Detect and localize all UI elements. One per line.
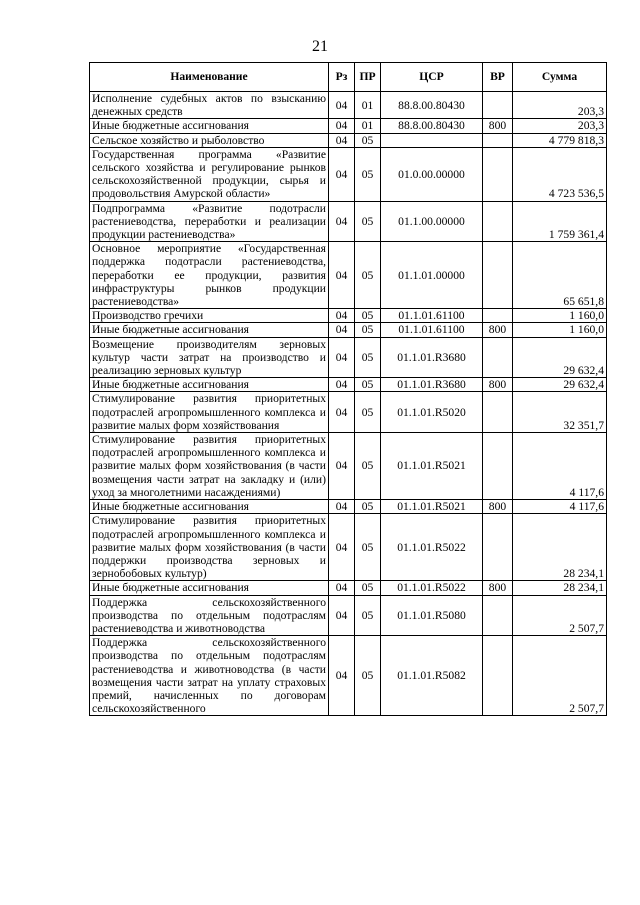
cell-sum: 4 723 536,5 bbox=[513, 147, 607, 201]
table-row bbox=[90, 242, 607, 309]
cell-sum: 4 117,6 bbox=[513, 500, 607, 514]
cell-rz: 04 bbox=[329, 92, 355, 119]
cell-pr: 05 bbox=[355, 309, 381, 323]
cell-rz: 04 bbox=[329, 323, 355, 337]
cell-rz: 04 bbox=[329, 119, 355, 133]
cell-vr bbox=[483, 92, 513, 119]
cell-pr: 05 bbox=[355, 133, 381, 147]
cell-name: Поддержка сельскохозяйственного производства по отдельным подотраслям растениеводства и животноводства (в части возмещения части затрат на уплату страховых премий, начисленных по договорам сельскохозяйственного bbox=[90, 636, 329, 716]
cell-csr: 01.1.01.61100 bbox=[381, 323, 483, 337]
table-row bbox=[90, 201, 607, 242]
cell-pr: 05 bbox=[355, 595, 381, 636]
cell-vr bbox=[483, 636, 513, 716]
cell-csr: 01.1.01.R5021 bbox=[381, 433, 483, 500]
cell-pr: 01 bbox=[355, 92, 381, 119]
cell-pr: 05 bbox=[355, 201, 381, 242]
header-name: Наименование bbox=[90, 63, 329, 92]
table-row bbox=[90, 433, 607, 500]
table-body bbox=[90, 92, 607, 716]
cell-pr: 05 bbox=[355, 514, 381, 581]
cell-csr: 01.1.01.R5080 bbox=[381, 595, 483, 636]
cell-name: Стимулирование развития приоритетных подотраслей агропромышленного комплекса и развитие малых форм хозяйствования bbox=[90, 392, 329, 433]
cell-sum: 65 651,8 bbox=[513, 242, 607, 309]
cell-name: Исполнение судебных актов по взысканию денежных средств bbox=[90, 92, 329, 119]
cell-rz: 04 bbox=[329, 392, 355, 433]
cell-csr: 01.1.01.R5020 bbox=[381, 392, 483, 433]
cell-pr: 05 bbox=[355, 636, 381, 716]
table-row bbox=[90, 514, 607, 581]
cell-vr bbox=[483, 242, 513, 309]
cell-csr: 01.1.01.R3680 bbox=[381, 337, 483, 378]
cell-sum: 29 632,4 bbox=[513, 337, 607, 378]
cell-csr: 01.1.01.R5021 bbox=[381, 500, 483, 514]
budget-table bbox=[89, 62, 607, 716]
cell-pr: 05 bbox=[355, 378, 381, 392]
cell-sum: 29 632,4 bbox=[513, 378, 607, 392]
cell-sum: 4 117,6 bbox=[513, 433, 607, 500]
cell-vr bbox=[483, 309, 513, 323]
table-row bbox=[90, 581, 607, 595]
cell-pr: 05 bbox=[355, 323, 381, 337]
table-row bbox=[90, 378, 607, 392]
cell-name: Основное мероприятие «Государственная поддержка подотрасли растениеводства, переработки ее продукции, развития инфраструктуры рынков продукции растениеводства» bbox=[90, 242, 329, 309]
page-number: 21 bbox=[312, 38, 328, 55]
cell-sum: 32 351,7 bbox=[513, 392, 607, 433]
cell-rz: 04 bbox=[329, 378, 355, 392]
cell-vr: 800 bbox=[483, 119, 513, 133]
cell-name: Иные бюджетные ассигнования bbox=[90, 500, 329, 514]
cell-csr: 88.8.00.80430 bbox=[381, 119, 483, 133]
cell-csr: 01.1.01.R5082 bbox=[381, 636, 483, 716]
cell-csr: 01.1.01.61100 bbox=[381, 309, 483, 323]
table-row bbox=[90, 133, 607, 147]
cell-rz: 04 bbox=[329, 636, 355, 716]
cell-sum: 203,3 bbox=[513, 119, 607, 133]
cell-name: Иные бюджетные ассигнования bbox=[90, 323, 329, 337]
cell-csr: 01.1.00.00000 bbox=[381, 201, 483, 242]
cell-rz: 04 bbox=[329, 514, 355, 581]
cell-rz: 04 bbox=[329, 433, 355, 500]
cell-vr: 800 bbox=[483, 323, 513, 337]
table-row bbox=[90, 92, 607, 119]
cell-vr bbox=[483, 595, 513, 636]
cell-vr bbox=[483, 201, 513, 242]
cell-rz: 04 bbox=[329, 201, 355, 242]
cell-vr bbox=[483, 514, 513, 581]
cell-vr: 800 bbox=[483, 378, 513, 392]
cell-csr: 01.1.01.R5022 bbox=[381, 581, 483, 595]
cell-csr: 01.1.01.R5022 bbox=[381, 514, 483, 581]
cell-pr: 05 bbox=[355, 581, 381, 595]
cell-vr: 800 bbox=[483, 581, 513, 595]
cell-sum: 28 234,1 bbox=[513, 514, 607, 581]
cell-rz: 04 bbox=[329, 242, 355, 309]
table-row bbox=[90, 500, 607, 514]
cell-sum: 1 160,0 bbox=[513, 323, 607, 337]
cell-name: Иные бюджетные ассигнования bbox=[90, 581, 329, 595]
cell-name: Подпрограмма «Развитие подотрасли растениеводства, переработки и реализации продукции растениеводства» bbox=[90, 201, 329, 242]
cell-name: Стимулирование развития приоритетных подотраслей агропромышленного комплекса и развитие малых форм хозяйствования (в части возмещения части затрат на закладку и (или) уход за многолетними насаждениями) bbox=[90, 433, 329, 500]
table-row bbox=[90, 119, 607, 133]
cell-sum: 2 507,7 bbox=[513, 595, 607, 636]
cell-rz: 04 bbox=[329, 337, 355, 378]
cell-name: Возмещение производителям зерновых культур части затрат на производство и реализацию зерновых культур bbox=[90, 337, 329, 378]
cell-pr: 05 bbox=[355, 392, 381, 433]
header-sum: Сумма bbox=[513, 63, 607, 92]
cell-sum: 2 507,7 bbox=[513, 636, 607, 716]
header-vr: ВР bbox=[483, 63, 513, 92]
cell-sum: 203,3 bbox=[513, 92, 607, 119]
cell-name: Производство гречихи bbox=[90, 309, 329, 323]
cell-csr: 01.1.01.00000 bbox=[381, 242, 483, 309]
header-csr: ЦСР bbox=[381, 63, 483, 92]
cell-pr: 05 bbox=[355, 500, 381, 514]
cell-csr: 01.1.01.R3680 bbox=[381, 378, 483, 392]
table-row bbox=[90, 323, 607, 337]
cell-name: Поддержка сельскохозяйственного производства по отдельным подотраслям растениеводства и животноводства bbox=[90, 595, 329, 636]
table-row bbox=[90, 337, 607, 378]
cell-pr: 05 bbox=[355, 433, 381, 500]
cell-vr bbox=[483, 147, 513, 201]
cell-pr: 05 bbox=[355, 147, 381, 201]
cell-sum: 1 160,0 bbox=[513, 309, 607, 323]
header-rz: Рз bbox=[329, 63, 355, 92]
cell-name: Стимулирование развития приоритетных подотраслей агропромышленного комплекса и развитие малых форм хозяйствования (в части поддержки производства зерновых и зернобобовых культур) bbox=[90, 514, 329, 581]
cell-name: Государственная программа «Развитие сельского хозяйства и регулирование рынков сельскохозяйственной продукции, сырья и продовольствия Амурской области» bbox=[90, 147, 329, 201]
cell-sum: 4 779 818,3 bbox=[513, 133, 607, 147]
cell-name: Иные бюджетные ассигнования bbox=[90, 119, 329, 133]
cell-csr: 88.8.00.80430 bbox=[381, 92, 483, 119]
cell-vr bbox=[483, 337, 513, 378]
table-row bbox=[90, 147, 607, 201]
cell-vr: 800 bbox=[483, 500, 513, 514]
cell-rz: 04 bbox=[329, 309, 355, 323]
table-row bbox=[90, 309, 607, 323]
cell-rz: 04 bbox=[329, 595, 355, 636]
cell-rz: 04 bbox=[329, 581, 355, 595]
cell-rz: 04 bbox=[329, 500, 355, 514]
cell-rz: 04 bbox=[329, 133, 355, 147]
header-pr: ПР bbox=[355, 63, 381, 92]
cell-name: Иные бюджетные ассигнования bbox=[90, 378, 329, 392]
table-row bbox=[90, 595, 607, 636]
table-row bbox=[90, 636, 607, 716]
cell-vr bbox=[483, 433, 513, 500]
cell-rz: 04 bbox=[329, 147, 355, 201]
cell-sum: 28 234,1 bbox=[513, 581, 607, 595]
cell-csr bbox=[381, 133, 483, 147]
table-header-row bbox=[90, 63, 607, 92]
cell-csr: 01.0.00.00000 bbox=[381, 147, 483, 201]
cell-sum: 1 759 361,4 bbox=[513, 201, 607, 242]
cell-pr: 05 bbox=[355, 242, 381, 309]
cell-name: Сельское хозяйство и рыболовство bbox=[90, 133, 329, 147]
cell-pr: 05 bbox=[355, 337, 381, 378]
cell-vr bbox=[483, 392, 513, 433]
table-row bbox=[90, 392, 607, 433]
cell-pr: 01 bbox=[355, 119, 381, 133]
cell-vr bbox=[483, 133, 513, 147]
